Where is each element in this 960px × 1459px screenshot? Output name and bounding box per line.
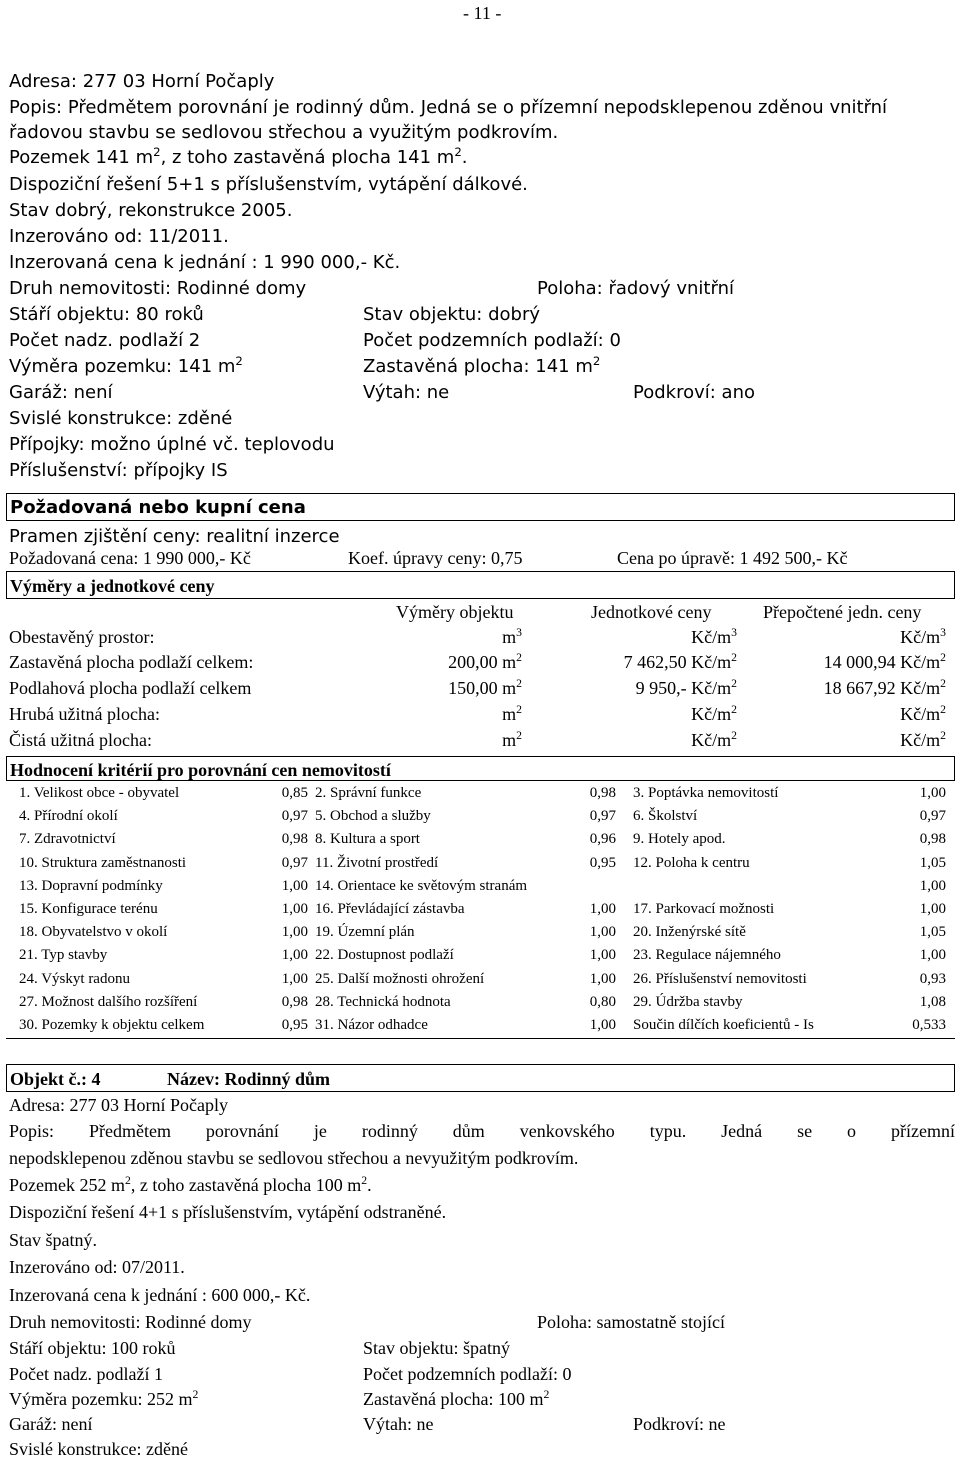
- criterion-value: 1,00: [281, 947, 308, 964]
- measures-row: [9, 677, 953, 699]
- criterion-value: 0,80: [589, 993, 616, 1010]
- measure-value: $Kč/m^3$: [900, 626, 946, 647]
- header-recalculated-prices: Přepočtené jedn. ceny: [763, 602, 922, 622]
- criterion-label: 17. Parkovací možnosti: [633, 901, 775, 917]
- criterion-value: 0,85: [281, 785, 308, 801]
- address: Adresa: 277 03 Horní Počaply: [9, 71, 275, 92]
- criterion-value: 1,08: [919, 993, 946, 1010]
- measure-value: $Kč/m^2$: [900, 703, 946, 724]
- criterion-label: 28. Technická hodnota: [315, 993, 451, 1010]
- criterion-value: 1,00: [919, 901, 946, 917]
- criterion-value: 0,95: [281, 1017, 308, 1033]
- advertised-price: Inzerovaná cena k jednání : 1 990 000,- Kč.: [9, 252, 401, 273]
- adjusted-price: Cena po úpravě: 1 492 500,- Kč: [617, 548, 848, 568]
- measure-value: $m^2$: [502, 703, 522, 724]
- description-line-2: řadovou stavbu se sedlovou střechou a využitým podkrovím.: [9, 122, 559, 143]
- state: Stav dobrý, rekonstrukce 2005.: [9, 200, 293, 221]
- property-type: Druh nemovitosti: Rodinné domy: [9, 1312, 252, 1332]
- header-unit-prices: Jednotkové ceny: [591, 602, 712, 622]
- description-line-1: Popis: Předmětem porovnání je rodinný dům. Jedná se o přízemní nepodsklepenou zděnou vnitřní: [9, 97, 888, 118]
- criterion-value: 0,98: [589, 785, 616, 801]
- price-coefficient: Koef. úpravy ceny: 0,75: [348, 548, 523, 568]
- criteria-section-header: [6, 756, 955, 781]
- criterion-label: 23. Regulace nájemného: [633, 947, 781, 964]
- criterion-label: 4. Přírodní okolí: [19, 808, 118, 825]
- object-age: Stáří objektu: 80 roků: [9, 304, 204, 325]
- measure-label: Hrubá užitná plocha:: [9, 704, 160, 724]
- criterion-label: 15. Konfigurace terénu: [19, 901, 158, 917]
- criterion-value: 0,93: [919, 970, 946, 987]
- description-line-1: Popis: Předmětem porovnání je rodinný dům venkovského typu. Jedná se o přízemní: [9, 1121, 955, 1141]
- criteria-section-title: Hodnocení kritérií pro porovnání cen nemovitostí: [10, 760, 391, 780]
- criterion-label: 27. Možnost dalšího rozšíření: [19, 993, 198, 1010]
- measures-section-header: [6, 571, 955, 599]
- measure-label: Podlahová plocha podlaží celkem: [9, 678, 252, 698]
- criterion-label: 6. Školství: [633, 808, 698, 825]
- measure-value: $Kč/m^2$: [691, 729, 737, 750]
- criterion-value: 1,00: [589, 970, 616, 987]
- measure-value: $Kč/m^2$: [900, 729, 946, 750]
- utility-connections: Přípojky: možno úplné vč. teplovodu: [9, 434, 335, 455]
- measure-value: 18 667,92 $Kč/m^2$: [823, 677, 946, 698]
- object-condition: Stav objektu: špatný: [363, 1338, 510, 1358]
- criterion-label: 2. Správní funkce: [315, 785, 422, 801]
- criterion-value: 1,05: [919, 854, 946, 871]
- header-object-measures: Výměry objektu: [396, 602, 514, 622]
- criterion-value: 0,95: [589, 854, 616, 871]
- criterion-label: 7. Zdravotnictví: [19, 831, 116, 848]
- measure-value: 9 950,- $Kč/m^2$: [635, 677, 737, 698]
- criterion-value: 1,00: [589, 924, 616, 941]
- measures-row: [9, 729, 953, 751]
- criterion-label: 1. Velikost obce - obyvatel: [19, 785, 180, 801]
- criterion-label: 30. Pozemky k objektu celkem: [19, 1017, 205, 1033]
- measure-label: Zastavěná plocha podlaží celkem:: [9, 652, 254, 672]
- land-area: Výměra pozemku: 252 $m^2$: [9, 1388, 199, 1409]
- object-condition: Stav objektu: dobrý: [363, 304, 540, 325]
- price-source: Pramen zjištění ceny: realitní inzerce: [9, 526, 340, 547]
- criterion-label: 14. Orientace ke světovým stranám: [315, 877, 528, 894]
- criterion-value: 0,96: [589, 831, 616, 848]
- property-type: Druh nemovitosti: Rodinné domy: [9, 278, 307, 299]
- criterion-label: 8. Kultura a sport: [315, 831, 420, 848]
- asked-price: Požadovaná cena: 1 990 000,- Kč: [9, 548, 251, 568]
- criterion-value: 0,97: [281, 854, 308, 871]
- advertised-date: Inzerováno od: 07/2011.: [9, 1257, 185, 1277]
- criterion-label: 19. Územní plán: [315, 924, 415, 941]
- elevator: Výtah: ne: [363, 382, 450, 403]
- criterion-value: 1,00: [589, 901, 616, 917]
- disposition: Dispoziční řešení 5+1 s příslušenstvím, vytápění dálkové.: [9, 174, 528, 195]
- criterion-label: 26. Příslušenství nemovitosti: [633, 970, 807, 987]
- criterion-label: 20. Inženýrské sítě: [633, 924, 746, 941]
- criterion-label: 11. Životní prostředí: [315, 854, 439, 871]
- measures-row: [9, 651, 953, 673]
- advertised-date: Inzerováno od: 11/2011.: [9, 226, 229, 247]
- vertical-structures: Svislé konstrukce: zděné: [9, 408, 233, 429]
- criterion-label: 10. Struktura zaměstnanosti: [19, 854, 187, 871]
- criterion-label: 22. Dostupnost podlaží: [315, 947, 454, 964]
- object-name: Název: Rodinný dům: [167, 1069, 331, 1089]
- criterion-value: 1,00: [919, 947, 946, 964]
- criterion-value: 0,97: [589, 808, 616, 825]
- built-area: Zastavěná plocha: 100 $m^2$: [363, 1388, 550, 1409]
- measure-value: $m^3$: [502, 626, 522, 647]
- criterion-label: 9. Hotely apod.: [633, 831, 726, 848]
- object-number: Objekt č.: 4: [10, 1069, 101, 1089]
- criterion-value: 1,00: [919, 877, 946, 894]
- object-4-header: [6, 1064, 955, 1092]
- criterion-label: 18. Obyvatelstvo v okolí: [19, 924, 168, 941]
- criterion-value: 1,00: [919, 785, 946, 801]
- measures-section-title: Výměry a jednotkové ceny: [10, 576, 215, 596]
- measure-value: 200,00 $m^2$: [448, 651, 522, 672]
- measure-value: $m^2$: [502, 729, 522, 750]
- measure-label: Čistá užitná plocha:: [9, 730, 152, 750]
- garage: Garáž: není: [9, 1414, 93, 1434]
- criterion-label: 13. Dopravní podmínky: [19, 877, 163, 894]
- criterion-value: 0,97: [919, 808, 946, 825]
- description-line-2: nepodsklepenou zděnou stavbu se sedlovou střechou a nevyužitým podkrovím.: [9, 1148, 579, 1168]
- price-section-title: Požadovaná nebo kupní cena: [10, 497, 306, 518]
- criterion-label: 5. Obchod a služby: [315, 808, 431, 825]
- floors-above: Počet nadz. podlaží 1: [9, 1364, 163, 1384]
- criterion-value: 1,00: [589, 947, 616, 964]
- criterion-label: 24. Výskyt radonu: [19, 970, 130, 987]
- state: Stav špatný.: [9, 1230, 97, 1250]
- measure-value: 150,00 $m^2$: [448, 677, 522, 698]
- advertised-price: Inzerovaná cena k jednání : 600 000,- Kč.: [9, 1285, 311, 1305]
- object-age: Stáří objektu: 100 roků: [9, 1338, 176, 1358]
- attic: Podkroví: ne: [633, 1414, 726, 1434]
- criterion-value: 0,98: [281, 993, 308, 1010]
- criterion-label: 31. Názor odhadce: [315, 1017, 428, 1033]
- land-info: Pozemek 252 $m^2$, z toho zastavěná plocha 100 $m^2$.: [9, 1174, 372, 1195]
- page-number: - 11 -: [463, 3, 502, 23]
- land-area: Výměra pozemku: 141 $m^2$: [9, 354, 243, 377]
- property-position: Poloha: řadový vnitřní: [537, 278, 734, 299]
- criterion-value: 1,00: [589, 1017, 616, 1033]
- disposition: Dispoziční řešení 4+1 s příslušenstvím, vytápění odstraněné.: [9, 1202, 447, 1222]
- criterion-value: 0,533: [912, 1017, 946, 1033]
- address: Adresa: 277 03 Horní Počaply: [9, 1095, 228, 1115]
- criterion-label: 25. Další možnosti ohrožení: [315, 970, 485, 987]
- criterion-label: 16. Převládající zástavba: [315, 901, 465, 917]
- accessories: Příslušenství: přípojky IS: [9, 460, 228, 481]
- garage: Garáž: není: [9, 382, 113, 403]
- criterion-label: 29. Údržba stavby: [633, 993, 743, 1010]
- criterion-value: 1,00: [281, 924, 308, 941]
- measure-label: Obestavěný prostor:: [9, 627, 155, 647]
- floors-below: Počet podzemních podlaží: 0: [363, 1364, 572, 1384]
- criterion-value: 1,00: [281, 877, 308, 894]
- measure-value: 14 000,94 $Kč/m^2$: [823, 651, 946, 672]
- criterion-value: 1,00: [281, 970, 308, 987]
- criterion-value: 1,00: [281, 901, 308, 917]
- measure-value: $Kč/m^3$: [691, 626, 737, 647]
- measures-row: [9, 626, 953, 648]
- measures-header-row: [9, 601, 953, 623]
- criterion-value: 0,97: [281, 808, 308, 825]
- vertical-structures: Svislé konstrukce: zděné: [9, 1439, 188, 1459]
- section-divider: [6, 1038, 955, 1039]
- criterion-label: 3. Poptávka nemovitostí: [633, 785, 779, 801]
- property-position: Poloha: samostatně stojící: [537, 1312, 725, 1332]
- criterion-value: 0,98: [919, 831, 946, 848]
- criterion-label: 12. Poloha k centru: [633, 854, 750, 871]
- floors-below: Počet podzemních podlaží: 0: [363, 330, 621, 351]
- measure-value: 7 462,50 $Kč/m^2$: [623, 651, 737, 672]
- criterion-label: Součin dílčích koeficientů - Is: [633, 1017, 814, 1033]
- measure-value: $Kč/m^2$: [691, 703, 737, 724]
- attic: Podkroví: ano: [633, 382, 755, 403]
- criterion-value: 0,98: [281, 831, 308, 848]
- price-section-header: [6, 493, 955, 521]
- measures-row: [9, 703, 953, 725]
- criterion-value: 1,05: [919, 924, 946, 941]
- floors-above: Počet nadz. podlaží 2: [9, 330, 201, 351]
- elevator: Výtah: ne: [363, 1414, 434, 1434]
- built-area: Zastavěná plocha: 141 $m^2$: [363, 354, 601, 377]
- land-info: Pozemek 141 $m^2$, z toho zastavěná plocha 141 $m^2$.: [9, 145, 468, 168]
- criterion-label: 21. Typ stavby: [19, 947, 108, 964]
